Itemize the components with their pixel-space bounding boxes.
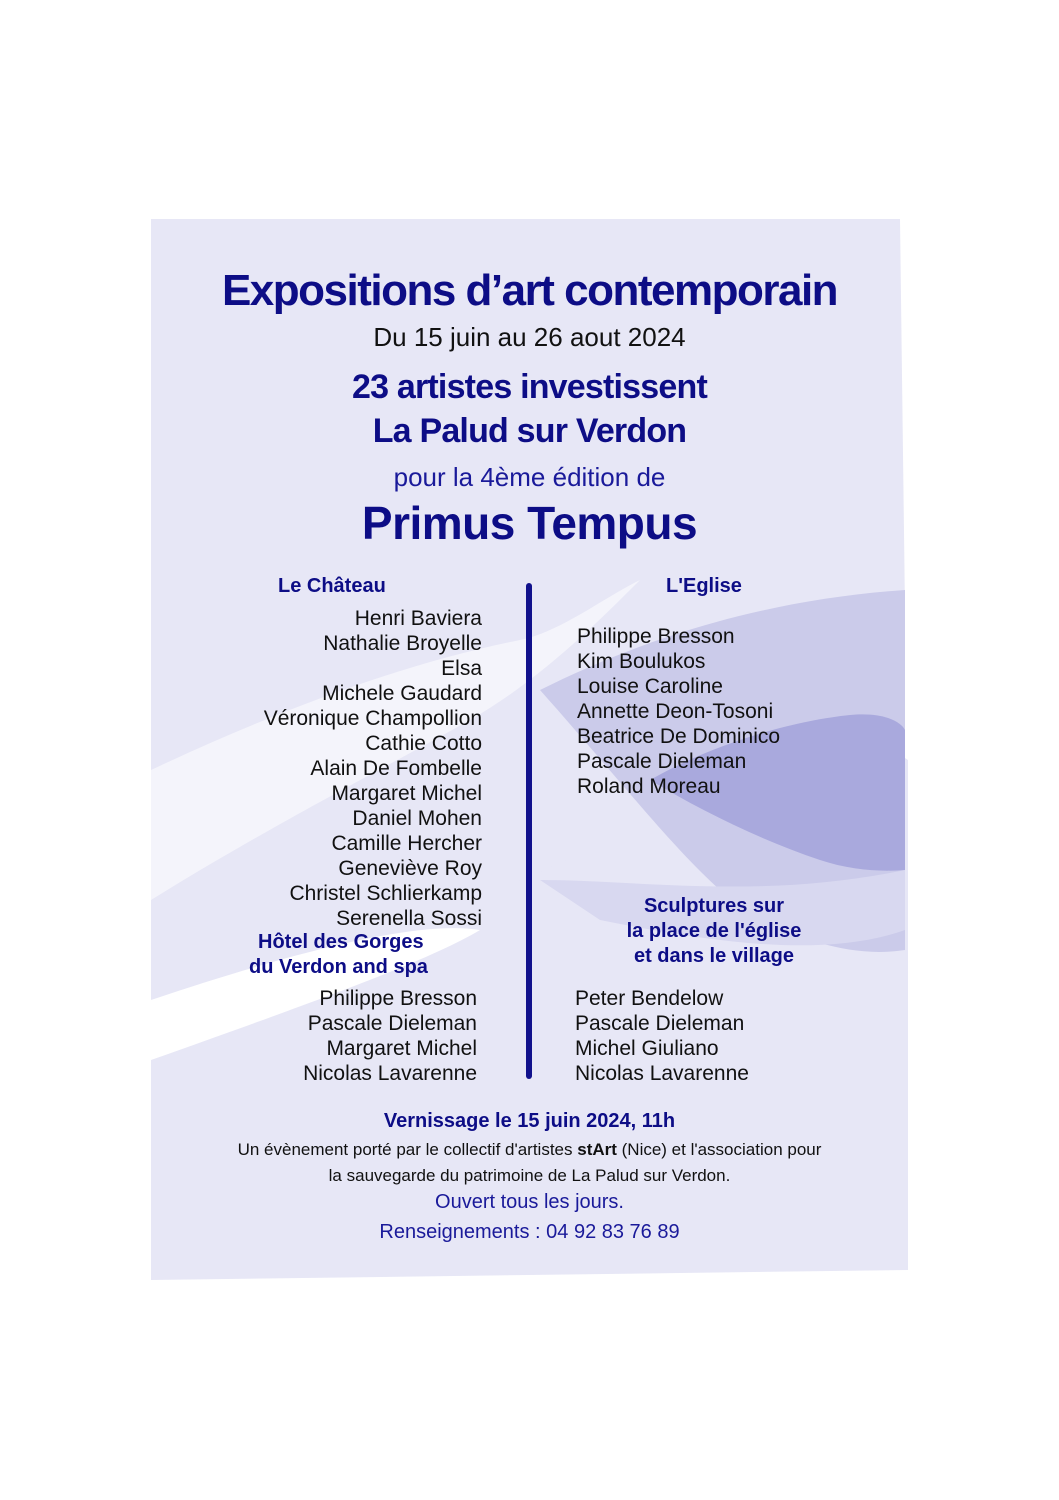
list-item: Christel Schlierkamp: [289, 882, 482, 905]
list-item: Cathie Cotto: [365, 732, 482, 755]
list-item: Annette Deon-Tosoni: [577, 700, 774, 723]
list-item: Elsa: [441, 657, 482, 680]
vernissage-line: Vernissage le 15 juin 2024, 11h: [383, 1110, 676, 1132]
list-item: Alain De Fombelle: [310, 757, 482, 780]
list-item: Margaret Michel: [326, 1037, 477, 1060]
list-item: Pascale Dieleman: [577, 750, 747, 773]
chateau-artist-list: [264, 606, 482, 931]
list-item: Beatrice De Dominico: [577, 725, 781, 748]
list-item: Pascale Dieleman: [575, 1012, 745, 1035]
opening-hours: Ouvert tous les jours.: [435, 1191, 624, 1213]
list-item: Daniel Mohen: [352, 807, 482, 830]
list-item: Pascale Dieleman: [307, 1012, 477, 1035]
sculptures-artist-list: [575, 986, 749, 1086]
list-item: Roland Moreau: [577, 775, 721, 798]
list-item: Michel Giuliano: [575, 1037, 719, 1060]
subtitle-line-2: La Palud sur Verdon: [372, 412, 687, 450]
description-line-2: la sauvegarde du patrimoine de La Palud sur Verdon.: [328, 1166, 731, 1185]
list-item: Véronique Champollion: [263, 707, 482, 730]
list-item: Philippe Bresson: [577, 625, 735, 648]
event-name: Primus Tempus: [361, 497, 698, 549]
description-part-1: Un évènement porté par le collectif d'artistes: [237, 1140, 578, 1159]
sculptures-heading-line-2: la place de l'église: [626, 920, 802, 942]
description-line-1: [0, 1140, 1059, 1160]
list-item: Nicolas Lavarenne: [575, 1062, 749, 1085]
list-item: Kim Boulukos: [577, 650, 706, 673]
hotel-heading-line-2: du Verdon and spa: [249, 956, 428, 978]
date-range: Du 15 juin au 26 aout 2024: [373, 322, 686, 352]
hotel-artist-list: [303, 986, 477, 1086]
list-item: Margaret Michel: [331, 782, 482, 805]
sculptures-heading-line-1: Sculptures sur: [643, 895, 785, 917]
list-item: Henri Baviera: [354, 607, 482, 630]
page-title: Expositions d’art contemporain: [221, 266, 838, 315]
description-part-2: (Nice) et l'association pour: [616, 1140, 822, 1159]
contact-info: Renseignements : 04 92 83 76 89: [379, 1221, 680, 1243]
edition-line: pour la 4ème édition de: [393, 462, 666, 492]
hotel-heading-line-1: Hôtel des Gorges: [258, 931, 424, 953]
list-item: Camille Hercher: [331, 832, 482, 855]
eglise-artist-list: [577, 624, 780, 799]
collective-name: stArt: [577, 1140, 617, 1159]
list-item: Geneviève Roy: [338, 857, 482, 880]
sculptures-heading-line-3: et dans le village: [633, 945, 795, 967]
list-item: Peter Bendelow: [575, 987, 724, 1010]
list-item: Nicolas Lavarenne: [303, 1062, 477, 1085]
list-item: Philippe Bresson: [319, 987, 477, 1010]
list-item: Nathalie Broyelle: [323, 632, 482, 655]
subtitle-line-1: 23 artistes investissent: [352, 368, 707, 406]
list-item: Serenella Sossi: [336, 907, 482, 930]
chateau-heading: Le Château: [278, 575, 386, 597]
column-divider: [526, 583, 532, 1079]
eglise-heading: L'Eglise: [666, 575, 742, 597]
list-item: Michele Gaudard: [322, 682, 482, 705]
list-item: Louise Caroline: [577, 675, 723, 698]
